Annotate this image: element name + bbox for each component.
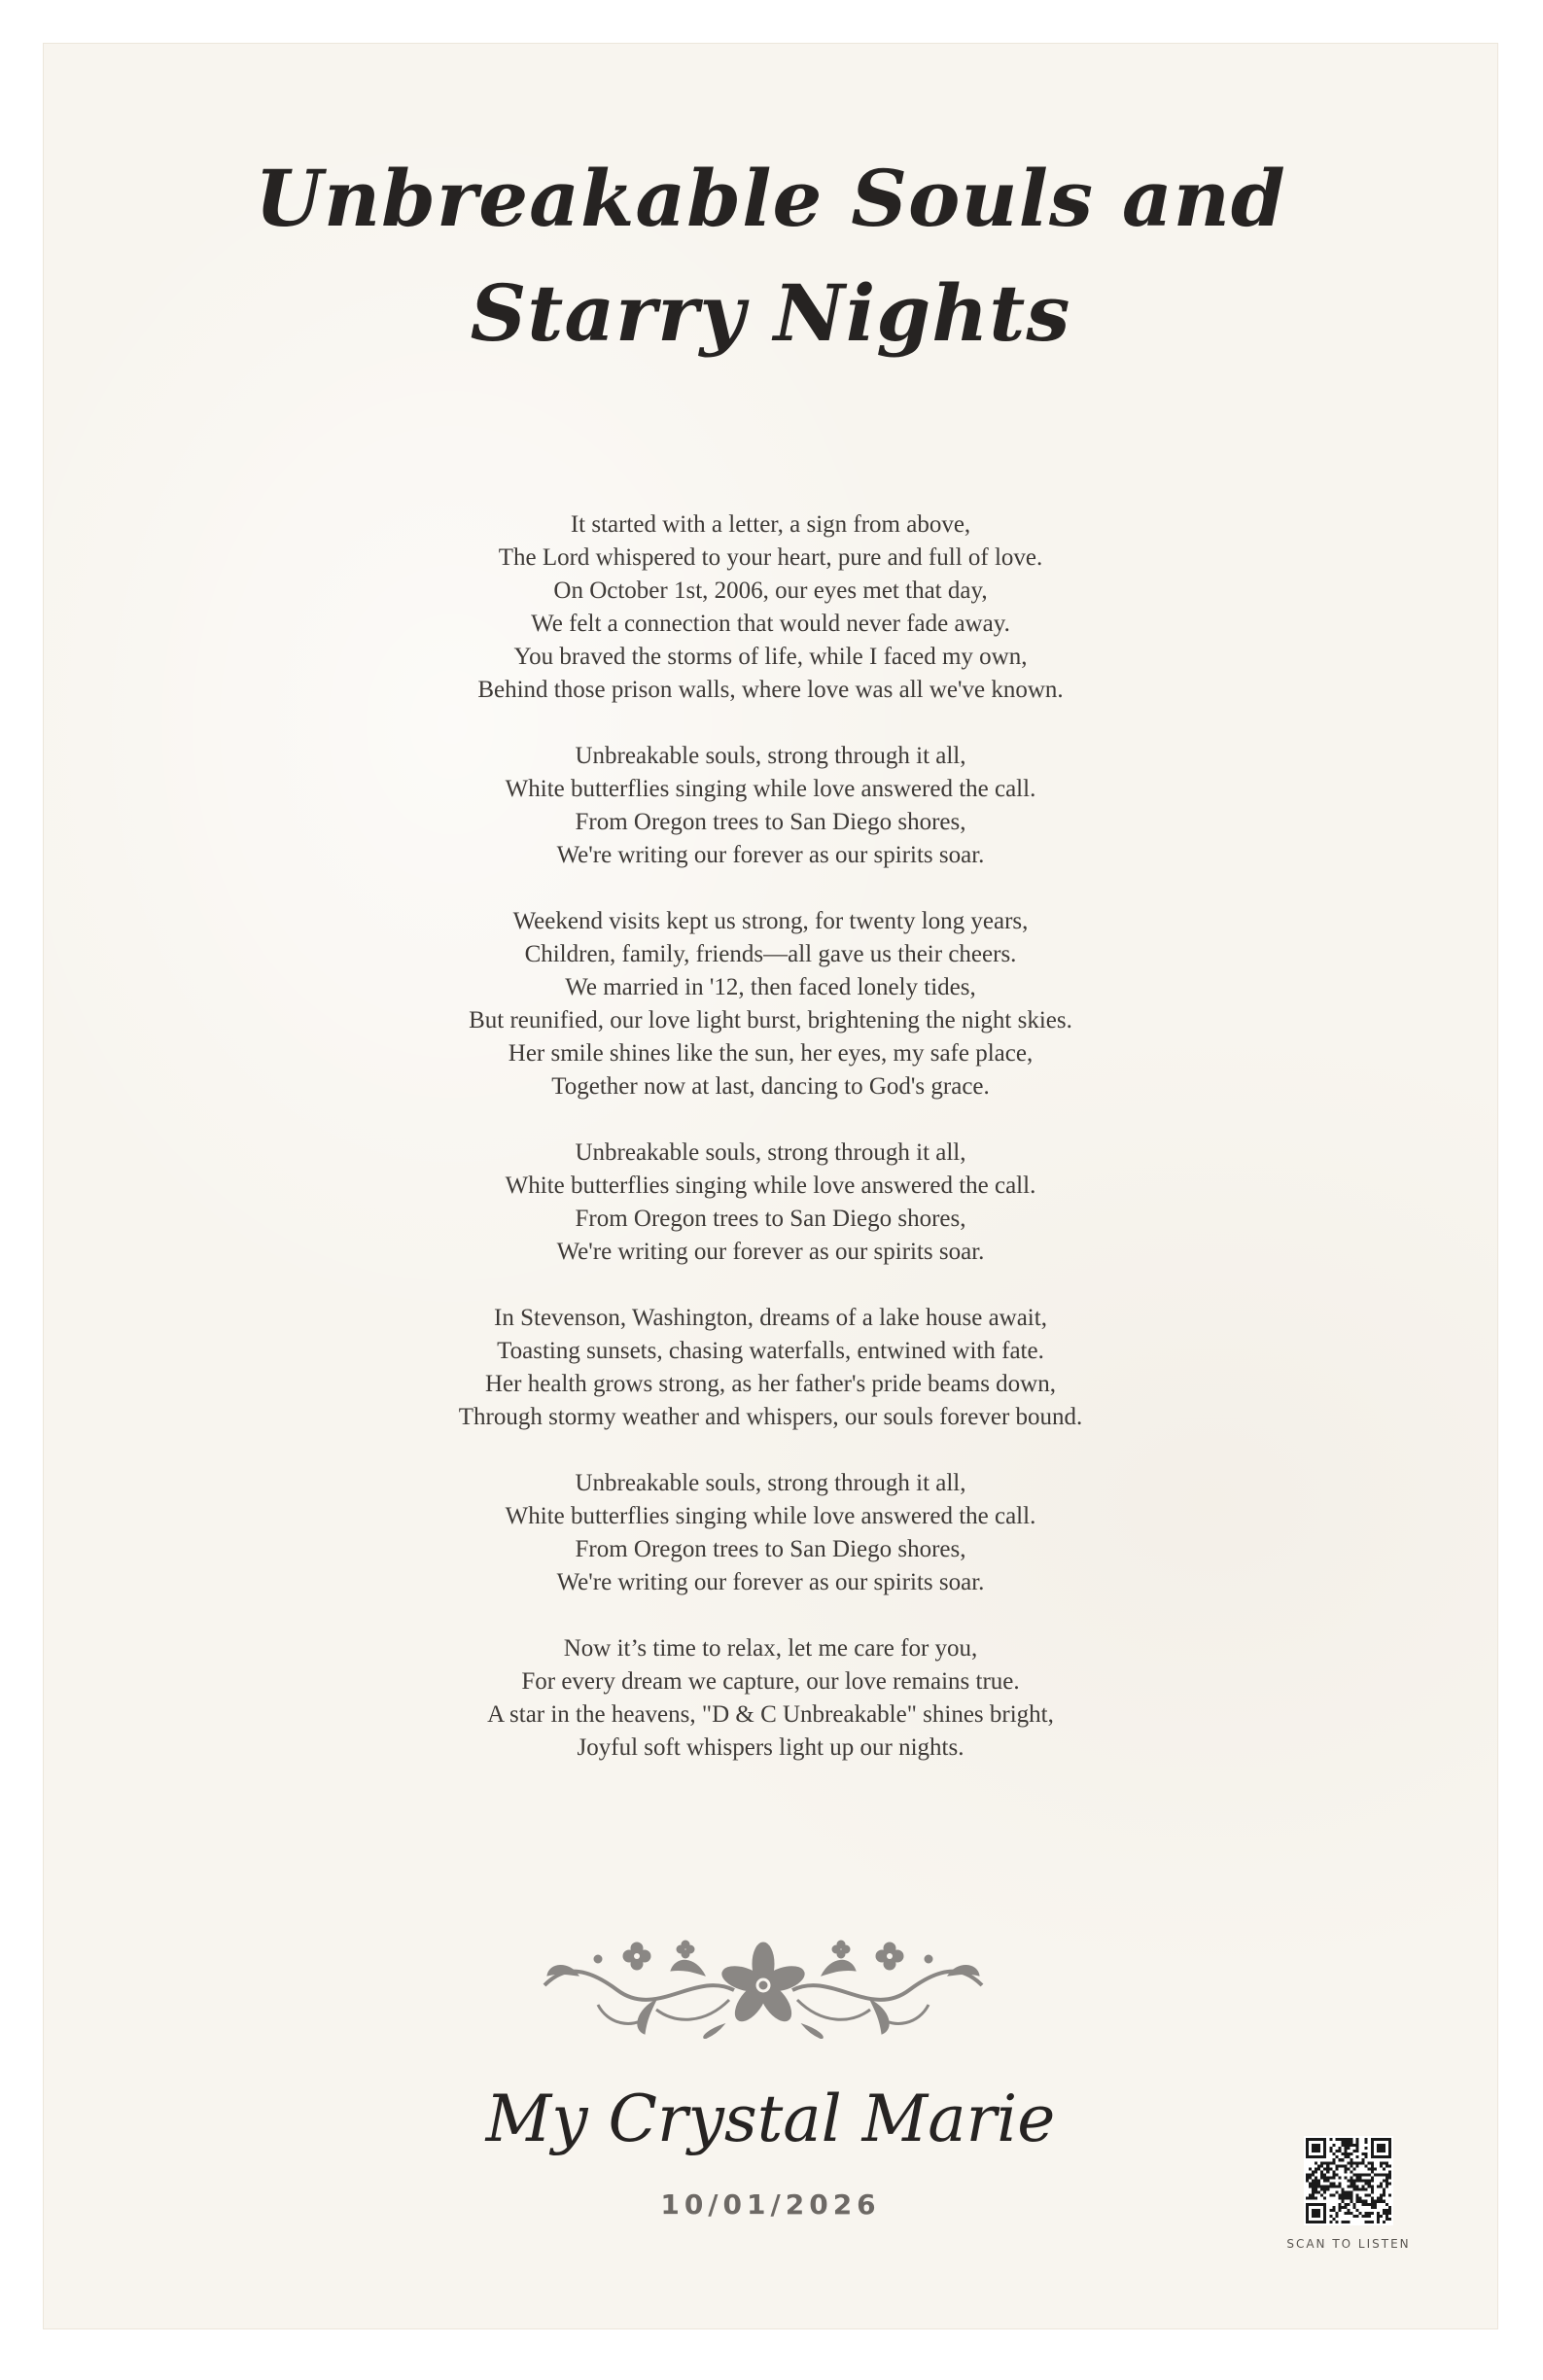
stanza: [190, 1632, 1351, 1765]
qr-code-icon[interactable]: [1304, 2136, 1393, 2225]
lyric-line: Together now at last, dancing to God's grace.: [551, 1073, 990, 1100]
lyric-line: On October 1st, 2006, our eyes met that day,: [553, 578, 988, 604]
lyric-line: We felt a connection that would never fade away.: [531, 611, 1010, 637]
stanza: [190, 1467, 1351, 1599]
lyric-line: Joyful soft whispers light up our nights.: [577, 1734, 964, 1761]
stanza: [190, 1137, 1351, 1269]
date: 10/01/2026: [660, 2188, 881, 2221]
lyric-line: White butterflies singing while love answered the call.: [505, 776, 1036, 802]
lyric-line: For every dream we capture, our love remains true.: [521, 1668, 1020, 1695]
stanza: [190, 740, 1351, 872]
lyrics: [190, 508, 1351, 1798]
lyric-line: We're writing our forever as our spirits soar.: [556, 1239, 985, 1265]
lyric-line: We're writing our forever as our spirits soar.: [556, 842, 985, 868]
lyric-line: Now it’s time to relax, let me care for you,: [563, 1635, 978, 1662]
song-title: Unbreakable Souls and Starry Nights: [255, 153, 1286, 359]
floral-flourish-icon: [540, 1932, 987, 2039]
lyric-line: From Oregon trees to San Diego shores,: [575, 809, 966, 835]
lyric-line: The Lord whispered to your heart, pure and full of love.: [498, 544, 1043, 571]
lyric-line: Her health grows strong, as her father's pride beams down,: [485, 1371, 1056, 1397]
lyric-line: We're writing our forever as our spirits soar.: [556, 1569, 985, 1595]
lyric-line: Her smile shines like the sun, her eyes, my safe place,: [508, 1040, 1034, 1067]
lyric-line: Toasting sunsets, chasing waterfalls, entwined with fate.: [497, 1338, 1044, 1364]
lyric-line: Unbreakable souls, strong through it all,: [575, 1470, 966, 1496]
lyric-line: Behind those prison walls, where love was all we've known.: [477, 677, 1064, 703]
lyric-line: It started with a letter, a sign from above,: [570, 511, 971, 538]
lyric-line: Unbreakable souls, strong through it all,: [575, 1139, 966, 1166]
lyric-line: White butterflies singing while love answered the call.: [505, 1172, 1036, 1199]
lyric-line: Children, family, friends—all gave us their cheers.: [524, 941, 1017, 967]
lyric-line: We married in '12, then faced lonely tides,: [565, 974, 976, 1000]
lyric-line: A star in the heavens, "D & C Unbreakable" shines bright,: [487, 1701, 1054, 1728]
stanza: [190, 508, 1351, 707]
lyric-line: But reunified, our love light burst, brightening the night skies.: [469, 1007, 1072, 1033]
stanza: [190, 1302, 1351, 1434]
qr-caption: SCAN TO LISTEN: [1286, 2237, 1411, 2251]
dedication: My Crystal Marie: [485, 2082, 1056, 2156]
lyric-line: Weekend visits kept us strong, for twenty long years,: [512, 908, 1029, 934]
lyric-line: From Oregon trees to San Diego shores,: [575, 1536, 966, 1562]
lyric-line: You braved the storms of life, while I faced my own,: [513, 644, 1028, 670]
center-flower: [719, 1942, 807, 2026]
lyric-line: White butterflies singing while love answered the call.: [505, 1503, 1036, 1529]
lyric-line: From Oregon trees to San Diego shores,: [575, 1206, 966, 1232]
stanza: [190, 905, 1351, 1103]
poster: [43, 43, 1498, 2329]
lyric-line: Through stormy weather and whispers, our souls forever bound.: [458, 1404, 1083, 1430]
lyric-line: In Stevenson, Washington, dreams of a lake house await,: [494, 1305, 1047, 1331]
lyric-line: Unbreakable souls, strong through it all,: [575, 743, 966, 769]
